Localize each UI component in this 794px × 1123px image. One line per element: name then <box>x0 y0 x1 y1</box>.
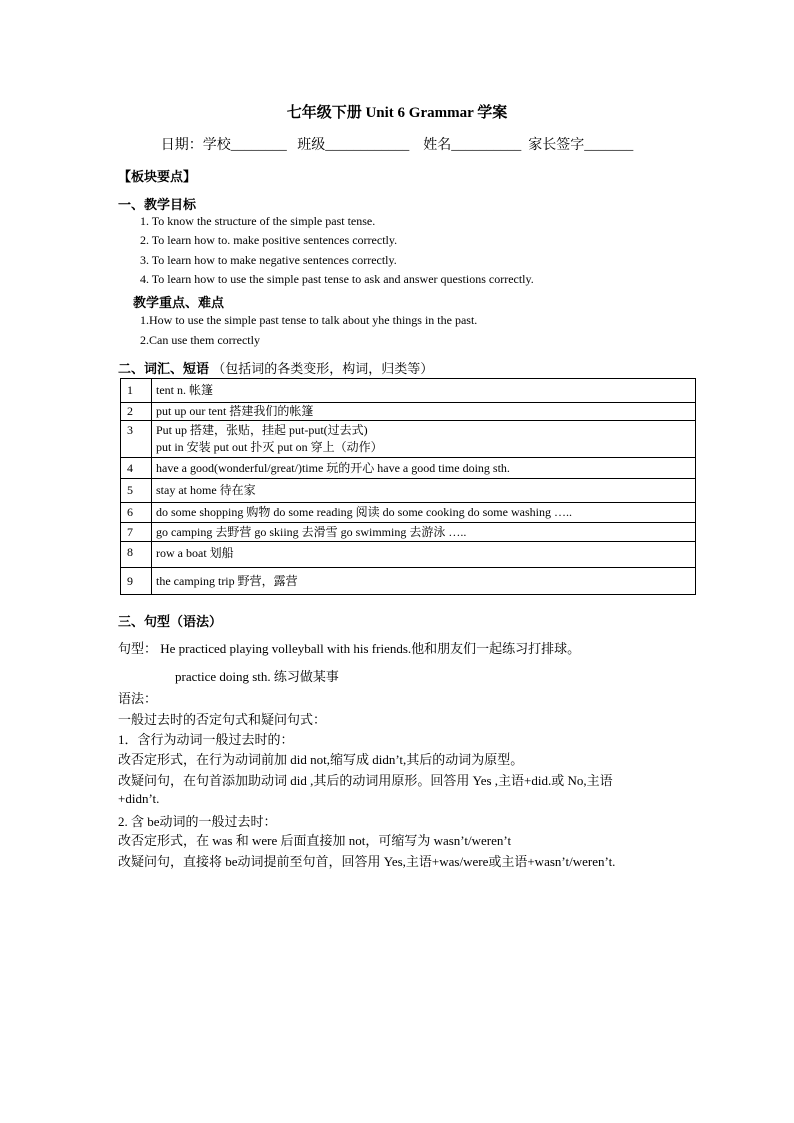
goals-heading: 一、教学目标 <box>118 197 197 212</box>
grammar-line: 改否定形式，在行为动词前加 did not,缩写成 didn’t,其后的动词为原型。 <box>118 752 524 767</box>
row-content <box>152 403 696 421</box>
goal-item: 1. To know the structure of the simple past tense. <box>140 214 376 228</box>
section-key-points: 【板块要点】 <box>118 169 197 184</box>
row-text: go camping 去野营 go skiing 去滑雪 go swimming 去游泳 ….. <box>156 524 467 539</box>
table-row <box>121 503 696 523</box>
row-number: 6 <box>121 503 152 523</box>
student-info-line: 日期：学校________ 班级____________ 姓名__________ 家长签字_______ <box>160 138 634 153</box>
row-number: 8 <box>121 542 152 568</box>
row-text: have a good(wonderful/great/)time 玩的开心 have a good time doing sth. <box>156 460 510 475</box>
row-text: put up our tent 搭建我们的帐篷 <box>156 404 314 418</box>
row-number: 2 <box>121 403 152 421</box>
grammar-line: 2. 含 be动词的一般过去时： <box>118 814 277 829</box>
row-content <box>152 458 696 479</box>
row-content <box>152 503 696 523</box>
vocab-heading: 二、词汇、短语 <box>118 361 210 376</box>
vocab-heading-line <box>118 358 433 377</box>
vocab-table <box>120 378 696 595</box>
row-text: row a boat 划船 <box>156 546 234 560</box>
row-number: 3 <box>121 421 152 458</box>
row-content <box>152 568 696 595</box>
row-text: put in 安装 put out 扑灭 put on 穿上（动作） <box>156 440 383 454</box>
row-content <box>152 379 696 403</box>
row-number: 1 <box>121 379 152 403</box>
goal-item: 2. To learn how to. make positive sentences correctly. <box>140 233 398 247</box>
row-number: 9 <box>121 568 152 595</box>
grammar-line: 1．含行为动词一般过去时的： <box>118 732 294 747</box>
goal-item: 4. To learn how to use the simple past tense to ask and answer questions correctly. <box>140 272 534 286</box>
row-number: 5 <box>121 479 152 503</box>
grammar-line: 一般过去时的否定句式和疑问句式： <box>118 712 327 727</box>
row-text: tent n. 帐篷 <box>156 383 213 397</box>
table-row <box>121 421 696 458</box>
table-row <box>121 458 696 479</box>
focus-heading: 教学重点、难点 <box>133 295 225 310</box>
grammar-label: 语法： <box>118 691 158 706</box>
row-text: stay at home 待在家 <box>156 483 256 497</box>
table-row <box>121 523 696 542</box>
focus-item: 1.How to use the simple past tense to talk about yhe things in the past. <box>140 313 478 327</box>
grammar-heading: 三、句型（语法） <box>118 614 223 629</box>
focus-item: 2.Can use them correctly <box>140 333 260 347</box>
goal-item: 3. To learn how to make negative sentences correctly. <box>140 253 397 267</box>
row-number: 7 <box>121 523 152 542</box>
page-title: 七年级下册 Unit 6 Grammar 学案 <box>286 105 508 121</box>
grammar-line: 改疑问句，直接将 be动词提前至句首，回答用 Yes,主语+was/were或主语+wasn’t/weren’t. <box>118 854 616 869</box>
grammar-line: 改疑问句，在句首添加助动词 did ,其后的动词用原形。回答用 Yes ,主语+did.或 No,主语 <box>118 773 613 788</box>
row-text: the camping trip 野营，露营 <box>156 573 298 588</box>
row-content <box>152 479 696 503</box>
grammar-line: +didn’t. <box>118 791 160 806</box>
row-text: Put up 搭建，张贴，挂起 put-put(过去式) <box>156 423 368 437</box>
row-text: do some shopping 购物 do some reading 阅读 do some cooking do some washing ….. <box>156 505 572 519</box>
phrase-line: practice doing sth. 练习做某事 <box>175 669 339 684</box>
row-number: 4 <box>121 458 152 479</box>
grammar-line: 改否定形式，在 was 和 were 后面直接加 not，可缩写为 wasn’t/weren’t <box>118 833 512 848</box>
table-row <box>121 542 696 568</box>
row-content <box>152 421 696 458</box>
table-row <box>121 379 696 403</box>
vocab-note: （包括词的各类变形，构词，归类等） <box>212 361 434 376</box>
row-content <box>152 542 696 568</box>
sentence-pattern: 句型： He practiced playing volleyball with his friends.他和朋友们一起练习打排球。 <box>118 641 581 656</box>
table-row <box>121 479 696 503</box>
row-content <box>152 523 696 542</box>
table-row <box>121 568 696 595</box>
table-row <box>121 403 696 421</box>
